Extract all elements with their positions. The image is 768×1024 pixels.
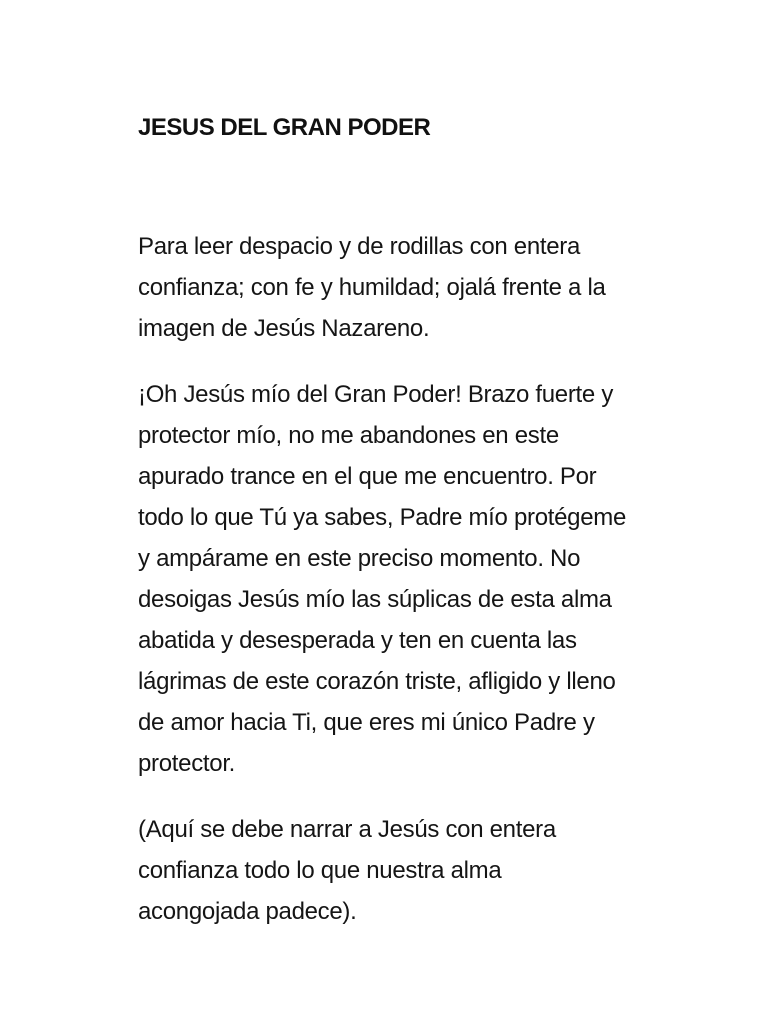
text-line: confianza todo lo que nuestra alma (138, 857, 502, 884)
text-line: Para leer despacio y de rodillas con entera (138, 233, 581, 260)
document-title: JESUS DEL GRAN PODER (138, 114, 431, 141)
text-line: y ampárame en este preciso momento. No (138, 545, 581, 572)
text-line: protector mío, no me abandones en este (138, 422, 559, 449)
text-line: imagen de Jesús Nazareno. (138, 315, 430, 342)
text-line: protector. (138, 750, 236, 777)
text-line: de amor hacia Ti, que eres mi único Padre y (138, 709, 595, 736)
text-line: abatida y desesperada y ten en cuenta las (138, 627, 577, 654)
intro-paragraph (138, 226, 698, 349)
instruction-paragraph (138, 809, 698, 932)
prayer-paragraph (138, 374, 698, 784)
document-body (138, 226, 698, 957)
text-line: acongojada padece). (138, 898, 357, 925)
text-line: confianza; con fe y humildad; ojalá frente a la (138, 274, 606, 301)
text-line: lágrimas de este corazón triste, afligido y lleno (138, 668, 616, 695)
text-line: ¡Oh Jesús mío del Gran Poder! Brazo fuerte y (138, 381, 614, 408)
text-line: apurado trance en el que me encuentro. Por (138, 463, 597, 490)
text-line: todo lo que Tú ya sabes, Padre mío protégeme (138, 504, 626, 531)
text-line: desoigas Jesús mío las súplicas de esta alma (138, 586, 612, 613)
text-line: (Aquí se debe narrar a Jesús con entera (138, 816, 556, 843)
